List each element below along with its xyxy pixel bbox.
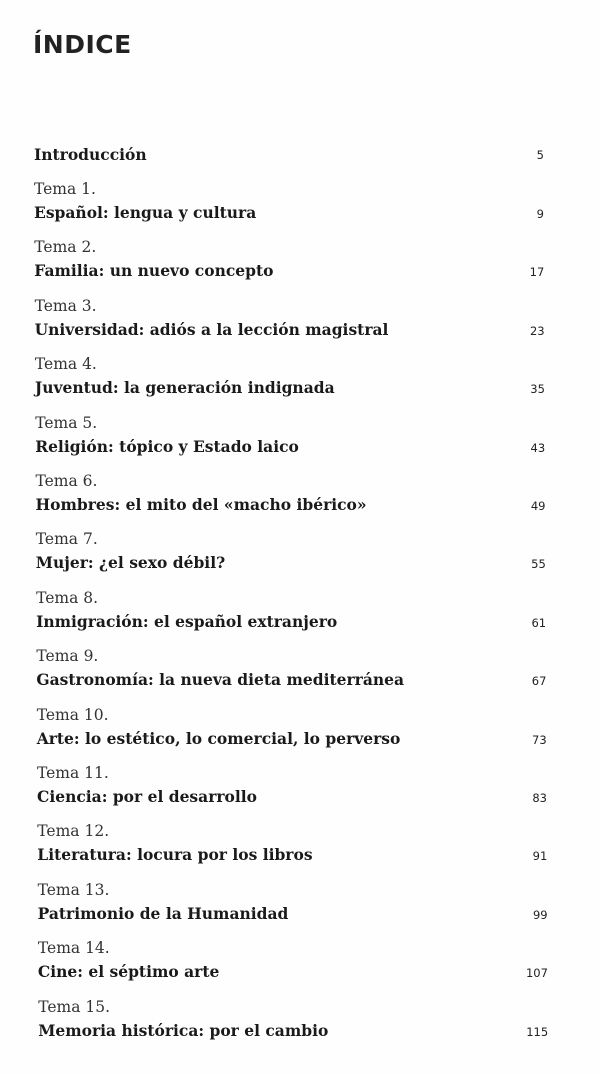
toc-entry [35, 297, 545, 347]
toc-entry-title: Patrimonio de la Humanidad [37, 903, 289, 923]
toc-entry [36, 647, 546, 697]
toc-entry-title: Hombres: el mito del «macho ibérico» [35, 495, 367, 514]
page-title: ÍNDICE [33, 30, 132, 59]
toc-entry-number: Tema 15. [38, 997, 111, 1016]
toc-entry-number: Tema 1. [34, 180, 96, 198]
toc-page-number: 43 [530, 440, 546, 455]
toc-entry [37, 706, 547, 756]
toc-page-number: 61 [531, 615, 547, 630]
toc-entry [35, 414, 545, 464]
toc-entry-number: Tema 12. [37, 822, 110, 841]
toc-entry-introduccion [34, 145, 544, 167]
toc-entry-number: Tema 4. [34, 355, 97, 374]
toc-page-number: 115 [526, 1024, 549, 1039]
toc-page-number: 67 [531, 674, 547, 689]
toc-entry [36, 472, 546, 522]
toc-entry-number: Tema 6. [35, 472, 98, 490]
toc-entry-title: Español: lengua y cultura [34, 203, 257, 222]
toc-entry-number: Tema 5. [35, 413, 98, 432]
toc-entry [37, 822, 547, 872]
toc-page-number: 49 [530, 499, 546, 513]
toc-page-number: 23 [529, 323, 545, 338]
toc-entry-title: Memoria histórica: por el cambio [38, 1020, 329, 1040]
toc-page-number: 107 [525, 966, 548, 981]
toc-page-number: 35 [530, 382, 545, 397]
toc-entry [36, 589, 546, 639]
toc-page-number: 91 [532, 849, 548, 864]
toc-entry-title: Literatura: locura por los libros [37, 845, 313, 865]
toc-page-number: 73 [532, 732, 547, 747]
toc-entry-number: Tema 2. [34, 238, 97, 257]
toc-entry-title: Gastronomía: la nueva dieta mediterránea [36, 670, 405, 690]
toc-entry-title: Juventud: la generación indignada [34, 378, 335, 398]
toc-entry-title: Arte: lo estético, lo comercial, lo perverso [36, 728, 401, 748]
toc-entry-title: Mujer: ¿el sexo débil? [35, 553, 226, 573]
toc-entry-title: Universidad: adiós a la lección magistral [34, 319, 389, 339]
toc-page-number: 99 [532, 907, 548, 922]
toc-entry-title: Cine: el séptimo arte [37, 962, 220, 982]
toc-page-number: 5 [536, 148, 544, 162]
toc-page-number: 9 [536, 207, 544, 221]
toc-entry-number: Tema 8. [36, 588, 99, 607]
toc-entry-number: Tema 13. [37, 880, 110, 899]
toc-page-number: 55 [531, 557, 546, 572]
toc-entry-number: Tema 14. [37, 939, 110, 958]
toc-entry [38, 939, 548, 989]
toc-entry [35, 355, 545, 405]
toc-entry-title: Ciencia: por el desarrollo [37, 787, 257, 806]
toc-entry-title: Religión: tópico y Estado laico [35, 436, 299, 456]
toc-entry-title: Familia: un nuevo concepto [34, 261, 274, 281]
toc-entry-number: Tema 3. [34, 296, 97, 315]
toc-entry-number: Tema 10. [36, 705, 109, 724]
toc-entry-number: Tema 11. [37, 764, 109, 782]
toc-entry-number: Tema 7. [35, 530, 98, 549]
toc-page-number: 17 [529, 265, 545, 280]
toc-entry [36, 530, 546, 580]
toc-entry [38, 881, 548, 931]
toc-entry-title: Inmigración: el español extranjero [36, 611, 338, 631]
toc-entry-title: Introducción [34, 145, 147, 164]
toc-entry [34, 180, 544, 230]
toc-entry-number: Tema 9. [36, 647, 99, 666]
toc-entry [38, 998, 548, 1048]
toc-entry [34, 238, 544, 288]
toc-page-number: 83 [532, 791, 547, 805]
toc-entry [37, 764, 547, 814]
